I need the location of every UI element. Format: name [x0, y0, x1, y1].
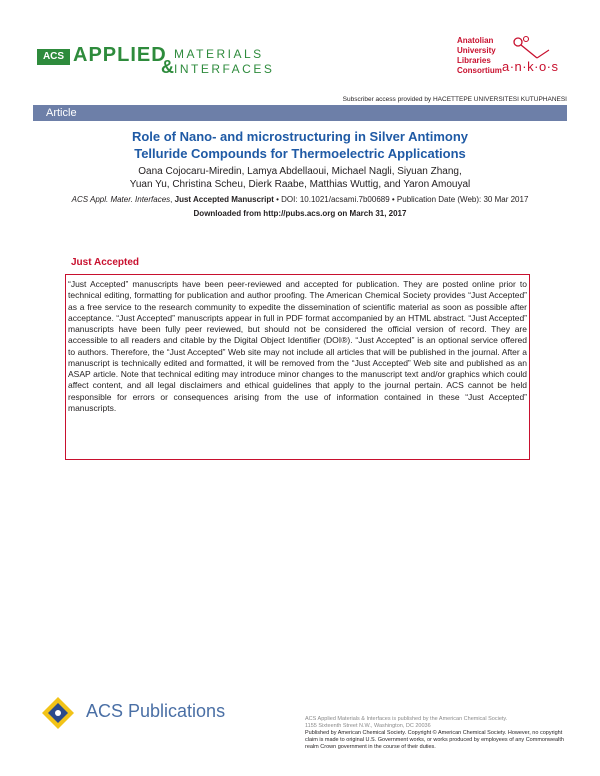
acs-badge: ACS	[37, 49, 70, 65]
authors-line: Yuan Yu, Christina Scheu, Dierk Raabe, Matthias Wuttig, and Yaron Amouyal	[129, 178, 471, 190]
ankos-wordmark: a·n·k·o·s	[502, 59, 559, 74]
article-type-bar	[33, 105, 567, 121]
consortium-line: Libraries	[457, 56, 491, 65]
downloaded-from-note: Downloaded from http://pubs.acs.org on March 31, 2017	[193, 209, 407, 218]
journal-interfaces-word: INTERFACES	[174, 62, 275, 76]
journal-logo	[37, 44, 307, 80]
journal-applied-word: APPLIED	[73, 44, 167, 66]
title-line: Role of Nano- and microstructuring in Silver Antimony	[131, 129, 469, 144]
just-accepted-text: “Just Accepted” manuscripts have been peer-reviewed and accepted for publication. They are posted online prior to technical editing, formatting for publication and author proofing. The American Chemical Society provides “Just Accepted” as a free service to the research community to expedite the dissemination of scientific material as soon as possible after acceptance. “Just Accepted” manuscripts appear in full in PDF format accompanied by an HTML abstract. “Just Accepted” manuscripts have been fully peer reviewed, but should not be considered the official version of record. They are accessible to all readers and citable by the Digital Object Identifier (DOI®). “Just Accepted” is an optional service offered to authors. Therefore, the “Just Accepted” Web site may not include all articles that will be published in the journal. After a manuscript is technically edited and formatted, it will be removed from the “Just Accepted” Web site and published as an ASAP article. Note that technical editing may introduce minor changes to the manuscript text and/or graphics which could affect content, and all legal disclaimers and ethical guidelines that apply to the journal pertain. ACS cannot be held responsible for errors or consequences arising from the use of information contained in these “Just Accepted” manuscripts.	[68, 279, 527, 413]
author-list	[0, 166, 600, 191]
citation-manuscript-status: Just Accepted Manuscript	[174, 195, 274, 204]
article-type-label: Article	[46, 107, 77, 119]
authors-line: Oana Cojocaru-Miredin, Lamya Abdellaoui, Michael Nagli, Siyuan Zhang,	[138, 166, 462, 177]
journal-ampersand: &	[161, 57, 174, 77]
article-title	[0, 128, 600, 162]
just-accepted-heading: Just Accepted	[71, 257, 139, 268]
consortium-line: Anatolian	[457, 36, 494, 45]
consortium-line: University	[457, 46, 496, 55]
citation-line: ACS Appl. Mater. Interfaces, Just Accepted Manuscript • DOI: 10.1021/acsami.7b00689 • Publication Date (Web): 30 Mar 2017	[71, 195, 529, 204]
consortium-line: Consortium	[457, 66, 502, 75]
acs-publications-wordmark: ACS Publications	[86, 701, 226, 721]
published-by-line: ACS Applied Materials & Interfaces is published by the American Chemical Society.	[305, 716, 508, 722]
title-line: Telluride Compounds for Thermoelectric Applications	[134, 146, 466, 161]
just-accepted-notice	[65, 274, 530, 460]
subscriber-access-note: Subscriber access provided by HACETTEPE UNIVERSITESI KUTUPHANESI	[342, 96, 567, 103]
publisher-notice	[305, 716, 567, 751]
journal-materials-word: MATERIALS	[174, 47, 264, 61]
citation-doi-date: • DOI: 10.1021/acsami.7b00689 • Publication Date (Web): 30 Mar 2017	[273, 195, 529, 204]
copyright-notice: Published by American Chemical Society. Copyright © American Chemical Society. However, no copyright claim is made to original U.S. Government works, or works produced by employees of any Commonwealth realm Crown government in the course of their duties.	[305, 730, 564, 750]
citation-journal: ACS Appl. Mater. Interfaces	[71, 195, 171, 204]
consortium-name	[457, 36, 502, 76]
publisher-address: 1155 Sixteenth Street N.W., Washington, DC 20036	[305, 723, 431, 729]
